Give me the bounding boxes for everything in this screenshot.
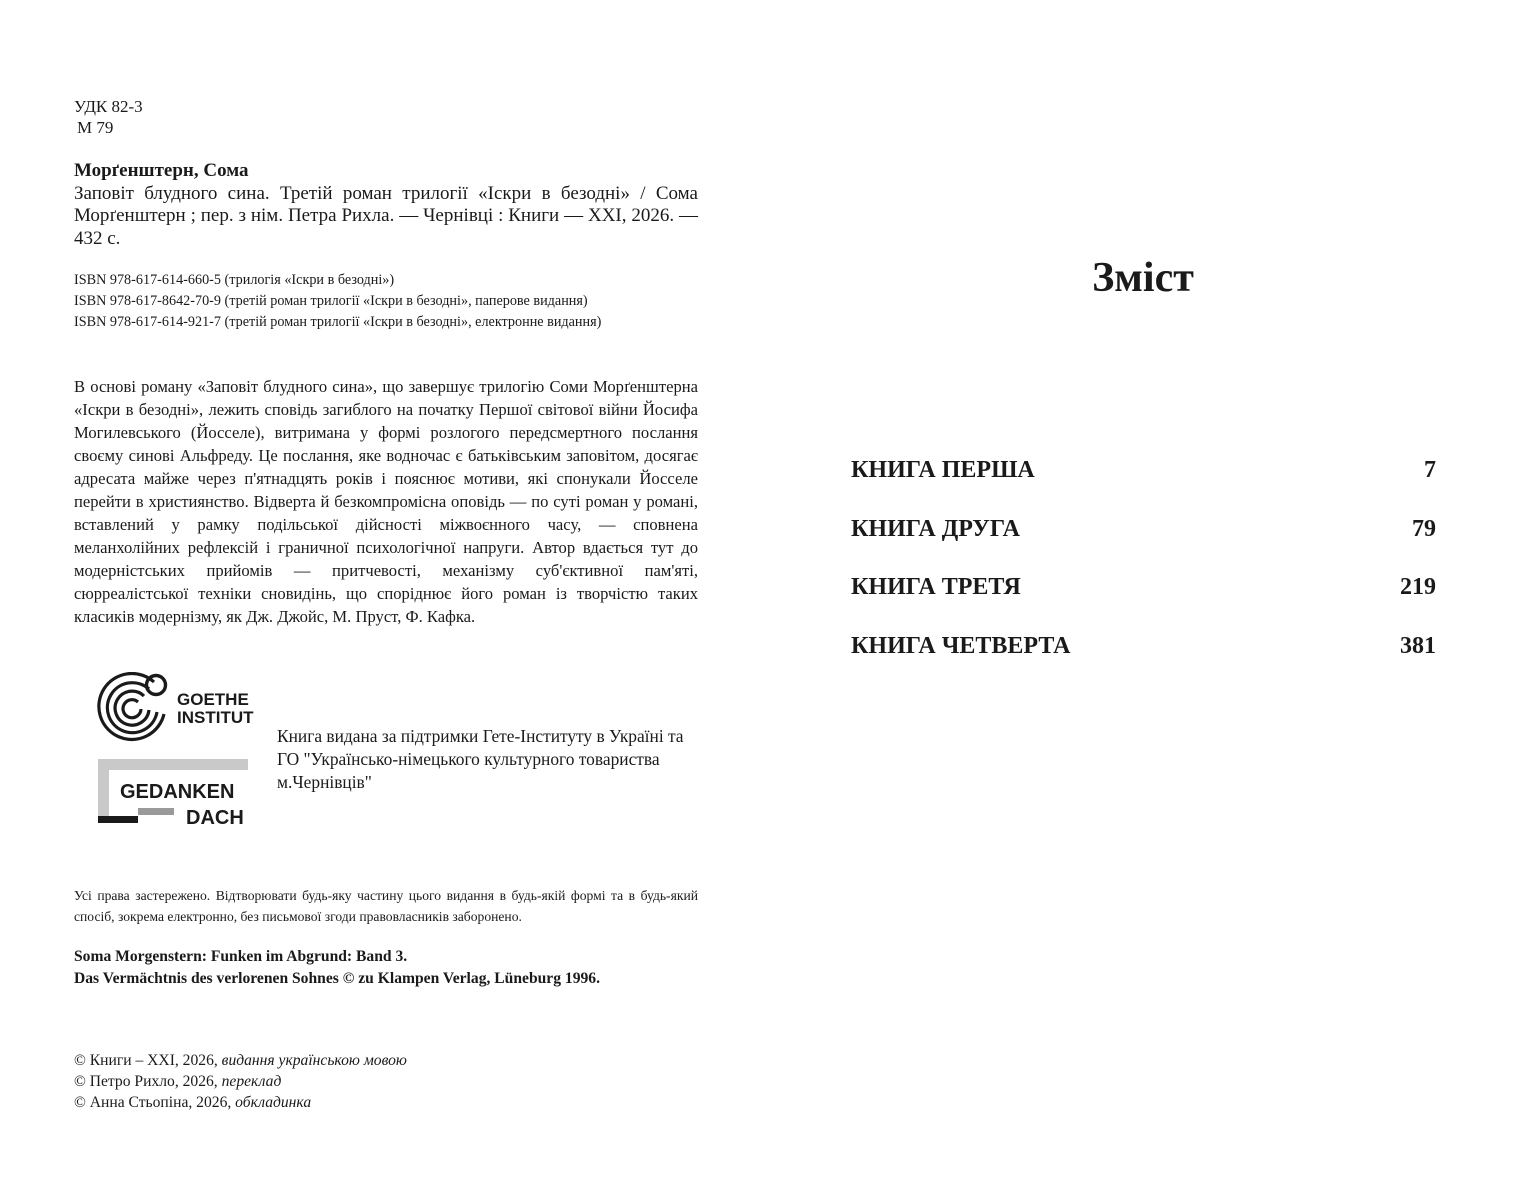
gedanken-logo-line1: GEDANKEN	[120, 781, 235, 803]
udk-code: УДК 82-3	[74, 97, 143, 116]
udk-block	[74, 96, 143, 138]
toc-entry-label: КНИГА ТРЕТЯ	[851, 574, 1021, 601]
goethe-logo-line2: INSTITUT	[177, 708, 254, 727]
toc-entry-page: 79	[1412, 515, 1436, 542]
toc-entry-book-4[interactable]	[851, 628, 1436, 687]
copyright-line-cover: © Анна Стьопіна, 2026, обкладинка	[74, 1094, 312, 1111]
toc-entry-page: 7	[1424, 457, 1436, 483]
rights-notice: Усі права застережено. Відтворювати будь-яку частину цього видання в будь-якій формі та в будь-який спосіб, зокрема електронно, без письмової згоди правовласників заборонено.	[74, 888, 698, 924]
toc-entry-book-2[interactable]	[851, 511, 1436, 570]
goethe-logo-line1: GOETHE	[177, 690, 249, 709]
author-mark: М 79	[77, 118, 114, 137]
toc-entry-book-3[interactable]	[851, 569, 1436, 628]
isbn-block	[74, 270, 698, 333]
copyright-line-translator: © Петро Рихло, 2026, переклад	[74, 1073, 282, 1090]
copyright-line-publisher: © Книги – XXI, 2026, видання українською мовою	[74, 1052, 407, 1069]
toc-title: Зміст	[1092, 255, 1194, 301]
toc-entry-page: 219	[1400, 574, 1436, 601]
annotation-paragraph: В основі роману «Заповіт блудного сина», що завершує трилогію Соми Морґенштерна «Іскри в безодні», лежить сповідь загиблого на початку Першої світової війни Йосифа Могилевського (Йосселе), витримана у формі розлогого передсмертного послання своєму синові Альфреду. Це послання, яке водночас є батьківським заповітом, досягає адресата майже через п'ятнадцять років і пояснює мотиви, які спонукали Йосселе перейти в християнство. Відверта й безкомпромісна оповідь — по суті роман у романі, вставлений у рамку подільської дійсності міжвоєнного часу, — сповнена меланхолійних рефлексій і граничної психологічної напруги. Автор вдається тут до модерністських прийомів — притчевості, механізму суб'єктивної пам'яті, сюрреалістської техніки сновидінь, що споріднює його роман із творчістю таких класиків модернізму, як Дж. Джойс, М. Пруст, Ф. Кафка.	[74, 377, 698, 626]
toc-entry-label: КНИГА ЧЕТВЕРТА	[851, 633, 1071, 660]
goethe-institut-logo	[96, 672, 256, 744]
toc-entry-label: КНИГА ДРУГА	[851, 515, 1020, 542]
support-statement: Книга видана за підтримки Гете-Інституту в Україні та ГО "Українсько-німецького культурного товариства м.Чернівців"	[277, 726, 684, 792]
gedanken-logo-line2: DACH	[186, 807, 244, 828]
sponsor-logos	[96, 672, 256, 832]
gedanken-dach-logo	[96, 758, 256, 828]
toc-entry-label: КНИГА ПЕРША	[851, 457, 1035, 483]
isbn-trilogy: ISBN 978-617-614-660-5 (трилогія «Іскри в безодні»)	[74, 272, 395, 288]
bibliographic-record	[74, 160, 698, 250]
toc-entry-book-1[interactable]	[851, 452, 1436, 511]
author-heading: Морґенштерн, Сома	[74, 160, 249, 181]
isbn-print: ISBN 978-617-8642-70-9 (третій роман трилогії «Іскри в безодні», паперове видання)	[74, 293, 588, 309]
bibliographic-description: Заповіт блудного сина. Третій роман трилогії «Іскри в безодні» / Сома Морґенштерн ; пер. з нім. Петра Рихла. — Чернівці : Книги — XXI, 2026. — 432 с.	[74, 182, 698, 249]
copyright-block	[74, 1050, 698, 1113]
original-series: Soma Morgenstern: Funken im Abgrund: Band 3.	[74, 948, 408, 965]
original-edition-credit	[74, 946, 698, 990]
original-title-publisher: Das Vermächtnis des verlorenen Sohnes © zu Klampen Verlag, Lüneburg 1996.	[74, 970, 600, 987]
isbn-ebook: ISBN 978-617-614-921-7 (третій роман трилогії «Іскри в безодні», електронне видання)	[74, 314, 602, 330]
toc-entry-page: 381	[1400, 633, 1436, 660]
table-of-contents	[851, 452, 1436, 687]
